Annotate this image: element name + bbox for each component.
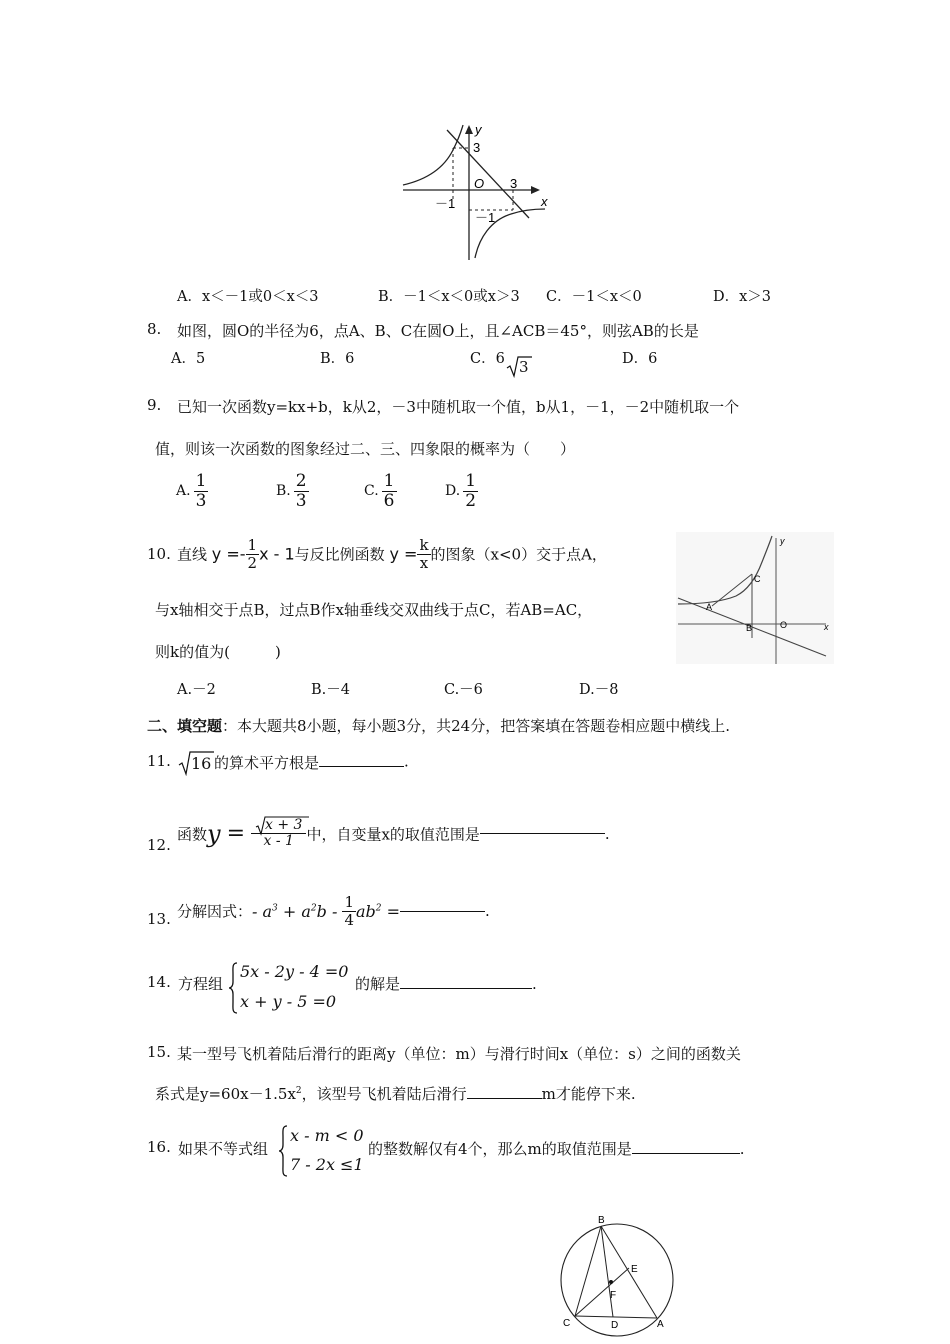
circle-label-d: D [611,1320,619,1331]
q8-option-b: B．6 [320,351,355,367]
q15-line2c: m才能停下来. [541,1085,636,1103]
q10-label-b: B [746,623,753,633]
q10-label-c: C [754,574,761,584]
q9-d-num: 1 [465,471,477,491]
q16-t1: 如果不等式组 [178,1140,269,1158]
q12-number: 12. [147,836,171,854]
q9-a-den: 3 [195,490,207,511]
q13-sup3: 3 [272,903,278,914]
q10-line1 [177,537,607,571]
q10-option-b: B.－4 [311,682,350,698]
circle-figure [553,1214,683,1340]
q9-line1: 已知一次函数y=kx+b，k从2，－3中随机取一个值，b从1，－1，－2中随机取一个 [177,398,740,416]
circle-label-f: F [610,1290,617,1301]
q11-number: 11. [147,752,171,770]
seg-ca [575,1316,657,1318]
q8-sqrt-radicand: 3 [519,358,529,376]
q15-number: 15. [147,1043,171,1061]
q7-hyperbola-left [403,125,463,185]
q8-text: 如图，圆O的半径为6，点A、B、C在圆O上，且∠ACB＝45°，则弦AB的长是 [177,322,699,340]
q14-tail [355,973,537,994]
q13-frac-den: 4 [344,910,355,929]
circle-label-c: C [563,1318,571,1329]
q10-eq2-num: k [419,536,429,554]
q15-line1: 某一型号飞机着陆后滑行的距离y（单位：m）与滑行时间x（单位：s）之间的函数关 [177,1045,741,1063]
q9-option-b [276,472,309,510]
q10-option-a: A.－2 [177,682,216,698]
seg-ba [601,1226,657,1318]
q7-x-arrow [531,186,540,194]
q10-eq1-lhs: y =- [211,544,246,564]
q10-label-x: x [824,622,829,632]
q14-eq2: x + y - 5 =0 [240,992,337,1011]
section2-title: 二、填空题 [147,717,223,735]
q15-sup: 2 [295,1086,302,1096]
q10-t1: 直线 [177,545,208,564]
q10-option-c: C.－6 [444,682,483,698]
q13-answer-blank[interactable] [400,911,485,912]
q12-eq: = [226,821,246,847]
q8-option-c: C．6 [470,351,505,367]
q9-option-a [176,472,208,510]
q10-label-a: A [706,602,713,612]
q14-end: . [532,975,537,993]
q16-t2: 的整数解仅有4个，那么m的取值范围是 [368,1140,632,1158]
q16-eq2: 7 - 2x ≤1 [290,1155,364,1174]
circle-label-e: E [631,1264,638,1275]
q10-eq1-den: 2 [247,553,258,572]
q10-number: 10. [147,545,171,563]
q7-label-xm1: －1 [435,196,456,211]
q14-number: 14. [147,973,171,991]
q12-t1: 函数 [177,825,208,844]
q14-t1: 方程组 [178,975,224,993]
q7-graph [395,120,565,270]
q10-eq2-lhs: y = [389,544,418,564]
q13-body [177,894,490,928]
q10-label-y: y [780,536,785,546]
q13-frac-num: 1 [344,893,355,911]
q14-eq1: 5x - 2y - 4 =0 [240,962,349,981]
section2-heading [147,715,730,736]
q10-eq1-num: 1 [247,536,258,554]
q9-c-num: 1 [383,471,395,491]
q8-number: 8. [147,320,162,338]
q10-label-o: O [780,620,788,630]
q11-body [178,752,409,773]
q9-option-c-label: C. [364,483,379,500]
q7-option-b: B．－1＜x＜0或x＞3 [378,289,520,305]
q10-t2: 与反比例函数 [294,545,385,564]
q11-radicand: 16 [191,753,212,773]
q13-expr-d: ab [356,901,376,921]
q9-option-a-label: A. [176,483,191,500]
q8-option-d: D．6 [622,351,658,367]
q10-graph [676,532,834,664]
q14-answer-blank[interactable] [400,988,532,989]
q16-tail [368,1138,745,1159]
q10-eq2-den: x [419,553,429,572]
q9-option-c [364,472,397,510]
section2-desc: ：本大题共8小题，每小题3分，共24分，把答案填在答题卷相应题中横线上. [222,717,730,735]
q8-option-a: A．5 [171,351,206,367]
q9-b-den: 3 [295,490,307,511]
q7-y-arrow [465,125,473,134]
q13-sup2b: 2 [375,903,382,914]
q13-end: . [485,902,490,920]
q7-option-a: A．x＜－1或0＜x＜3 [177,289,319,305]
seg-ce [575,1268,629,1316]
q16-answer-blank[interactable] [632,1153,740,1154]
q7-line [447,130,529,218]
q7-option-d: D．x＞3 [713,289,772,305]
q11-answer-blank[interactable] [319,766,404,767]
q9-option-b-label: B. [276,483,291,500]
q9-line2: 值，则该一次函数的图象经过二、三、四象限的概率为（ ） [155,440,576,458]
q12-t2: 中，自变量x的取值范围是 [306,825,480,844]
q10-line2: 与x轴相交于点B，过点B作x轴垂线交双曲线于点C，若AB=AC， [155,601,593,619]
q7-label-ym1: －1 [475,210,496,225]
q12-end: . [604,824,610,843]
q16-eq1: x - m < 0 [290,1126,364,1145]
seg-bd [601,1226,613,1317]
q7-label-y: y [475,122,482,137]
q9-b-num: 2 [295,471,307,491]
q15-answer-blank[interactable] [467,1098,542,1099]
q7-label-origin: O [474,176,485,191]
circle-label-a: A [657,1319,664,1330]
q15-line2a: 系式是y=60x－1.5x [155,1085,296,1103]
left-brace-icon [278,1125,288,1177]
q13-t1: 分解因式： [177,902,253,921]
q9-option-d-label: D. [445,483,461,500]
q12-denominator: x - 1 [263,833,294,850]
q7-label-x: x [541,194,548,209]
q11-end: . [404,752,409,771]
q12-body [177,818,610,850]
circle-label-b: B [598,1215,605,1226]
q10-line3: 则k的值为( ) [155,643,281,661]
q10-t3: 的图象（x<0）交于点A， [430,545,607,564]
sqrt-symbol-icon [255,816,309,836]
q7-label-x3: 3 [510,176,518,191]
q13-sup2: 2 [310,903,317,914]
q10-eq1-rhs: x - 1 [259,544,295,564]
q9-c-den: 6 [383,490,395,511]
q13-expr-b: + a [277,901,311,921]
q12-y: y [207,819,221,848]
left-brace-icon [228,962,238,1014]
q13-expr-c: b - [316,901,343,921]
q14-t2: 的解是 [355,975,401,993]
q9-a-num: 1 [195,471,207,491]
q15-line2 [155,1083,636,1104]
q11-text: 的算术平方根是 [214,754,320,772]
center-dot [609,1280,613,1284]
q13-expr-a: - a [252,901,273,921]
q10-option-d: D.－8 [579,682,619,698]
q12-numerator: x + 3 [265,817,303,833]
q9-d-den: 2 [465,490,477,511]
q13-number: 13. [147,910,171,928]
q12-answer-blank[interactable] [480,833,605,834]
q9-option-d [445,472,478,510]
q9-number: 9. [147,396,162,414]
q13-eq: = [381,901,401,921]
q15-line2b: ，该型号飞机着陆后滑行 [301,1085,467,1103]
q7-label-y3: 3 [473,140,481,155]
q7-option-c: C．－1＜x＜0 [546,289,642,305]
q16-end: . [739,1140,745,1158]
q16-number: 16. [147,1138,171,1156]
